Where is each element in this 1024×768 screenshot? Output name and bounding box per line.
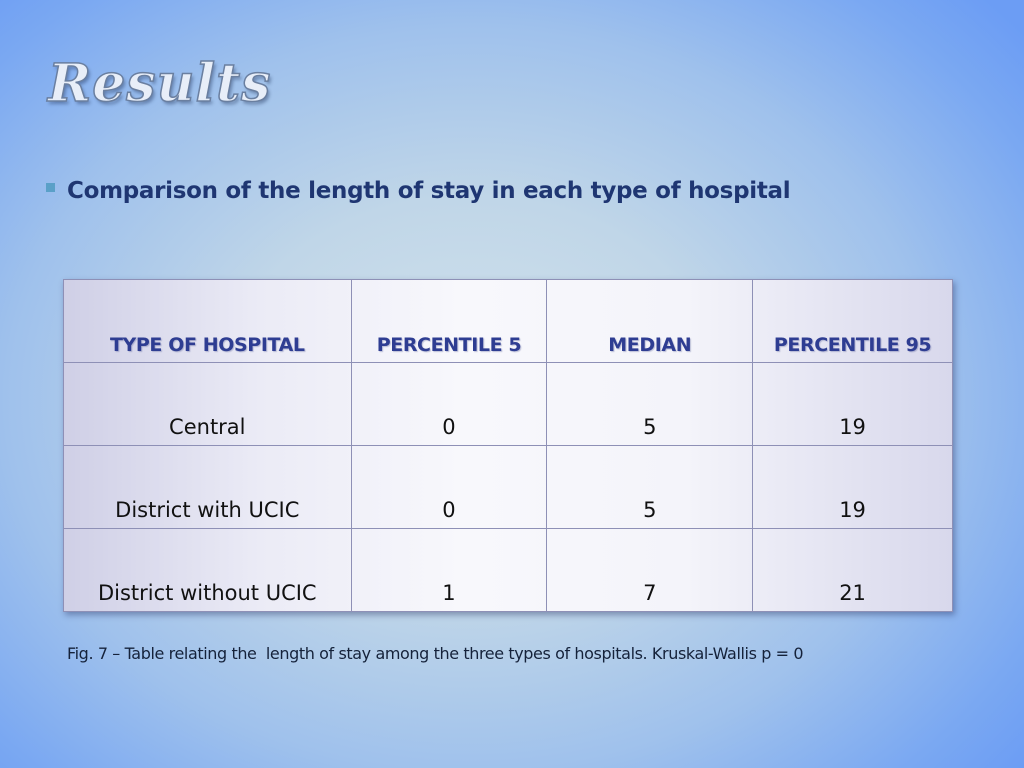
header-percentile-95: PERCENTILE 95: [753, 280, 953, 363]
cell-hospital-type: District with UCIC: [64, 446, 352, 529]
table-row: [64, 446, 953, 529]
bullet-text: Comparison of the length of stay in each type of hospital: [67, 178, 791, 204]
cell-percentile-5: 0: [351, 363, 547, 446]
cell-median: 5: [547, 363, 753, 446]
header-type-of-hospital: TYPE OF HOSPITAL: [64, 280, 352, 363]
bullet-item: [46, 178, 790, 204]
table-row: [64, 529, 953, 612]
bullet-square-icon: [46, 183, 55, 192]
header-median: MEDIAN: [547, 280, 753, 363]
slide-title: Results: [48, 53, 272, 114]
cell-median: 7: [547, 529, 753, 612]
length-of-stay-table: [63, 279, 953, 612]
cell-percentile-95: 21: [753, 529, 953, 612]
cell-hospital-type: Central: [64, 363, 352, 446]
cell-median: 5: [547, 446, 753, 529]
cell-percentile-5: 1: [351, 529, 547, 612]
table-header-row: [64, 280, 953, 363]
cell-percentile-95: 19: [753, 446, 953, 529]
cell-percentile-95: 19: [753, 363, 953, 446]
header-percentile-5: PERCENTILE 5: [351, 280, 547, 363]
figure-caption: Fig. 7 – Table relating the length of stay among the three types of hospitals. Kruskal-Wallis p = 0: [67, 644, 804, 663]
cell-percentile-5: 0: [351, 446, 547, 529]
cell-hospital-type: District without UCIC: [64, 529, 352, 612]
table-row: [64, 363, 953, 446]
